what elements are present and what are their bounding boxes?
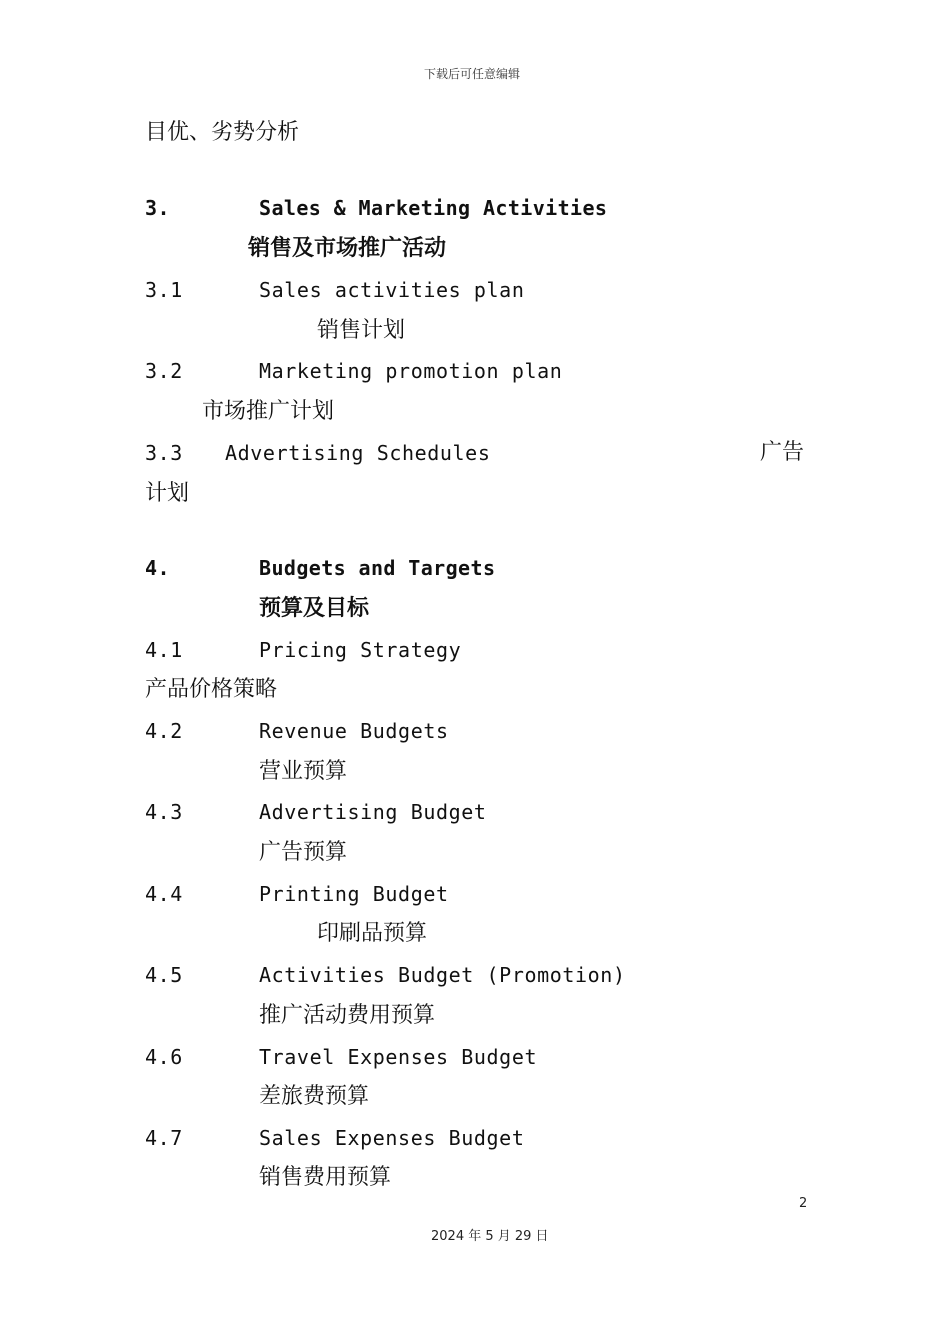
item-3-1-number: 3.1: [145, 278, 183, 302]
item-4-7-zh: 销售费用预算: [259, 1165, 392, 1190]
item-4-6-zh: 差旅费预算: [259, 1084, 370, 1109]
item-4-5-en: Activities Budget (Promotion): [259, 963, 626, 987]
section-3-number: 3.: [145, 196, 170, 220]
item-4-4-number: 4.4: [145, 882, 183, 906]
item-3-3-en: Advertising Schedules: [225, 441, 491, 465]
item-4-6-en: Travel Expenses Budget: [259, 1045, 538, 1069]
item-4-6-number: 4.6: [145, 1045, 183, 1069]
item-3-2-zh: 市场推广计划: [202, 399, 335, 424]
footer-date: 2024 年 5 月 29 日: [431, 1229, 549, 1244]
item-4-1-number: 4.1: [145, 638, 183, 662]
item-4-2-number: 4.2: [145, 719, 183, 743]
item-3-3-zh-part2: 计划: [145, 481, 190, 506]
item-4-7-number: 4.7: [145, 1126, 183, 1150]
item-4-2-en: Revenue Budgets: [259, 719, 449, 743]
item-3-2-number: 3.2: [145, 359, 183, 383]
item-4-1-zh: 产品价格策略: [145, 677, 278, 702]
section-4-title-en: Budgets and Targets: [259, 556, 496, 580]
section-3-title-en: Sales & Marketing Activities: [259, 196, 608, 220]
item-4-5-zh: 推广活动费用预算: [259, 1003, 436, 1028]
item-3-1-en: Sales activities plan: [259, 278, 525, 302]
section-3-title-zh: 销售及市场推广活动: [248, 236, 447, 261]
intro-line: 目优、劣势分析: [145, 120, 300, 145]
item-3-2-en: Marketing promotion plan: [259, 359, 563, 383]
item-4-7-en: Sales Expenses Budget: [259, 1126, 525, 1150]
item-4-5-number: 4.5: [145, 963, 183, 987]
item-3-3-zh-part1: 广告: [760, 440, 805, 465]
item-4-4-en: Printing Budget: [259, 882, 449, 906]
section-4-title-zh: 预算及目标: [259, 596, 370, 621]
item-3-1-zh: 销售计划: [317, 318, 406, 343]
item-4-1-en: Pricing Strategy: [259, 638, 462, 662]
item-3-3-number: 3.3: [145, 441, 183, 465]
page-header: 下载后可任意编辑: [424, 67, 521, 81]
page-number: 2: [799, 1196, 808, 1211]
item-4-3-zh: 广告预算: [259, 840, 348, 865]
section-4-number: 4.: [145, 556, 170, 580]
item-4-3-en: Advertising Budget: [259, 800, 487, 824]
item-4-3-number: 4.3: [145, 800, 183, 824]
item-4-2-zh: 营业预算: [259, 759, 348, 784]
item-4-4-zh: 印刷品预算: [317, 921, 428, 946]
